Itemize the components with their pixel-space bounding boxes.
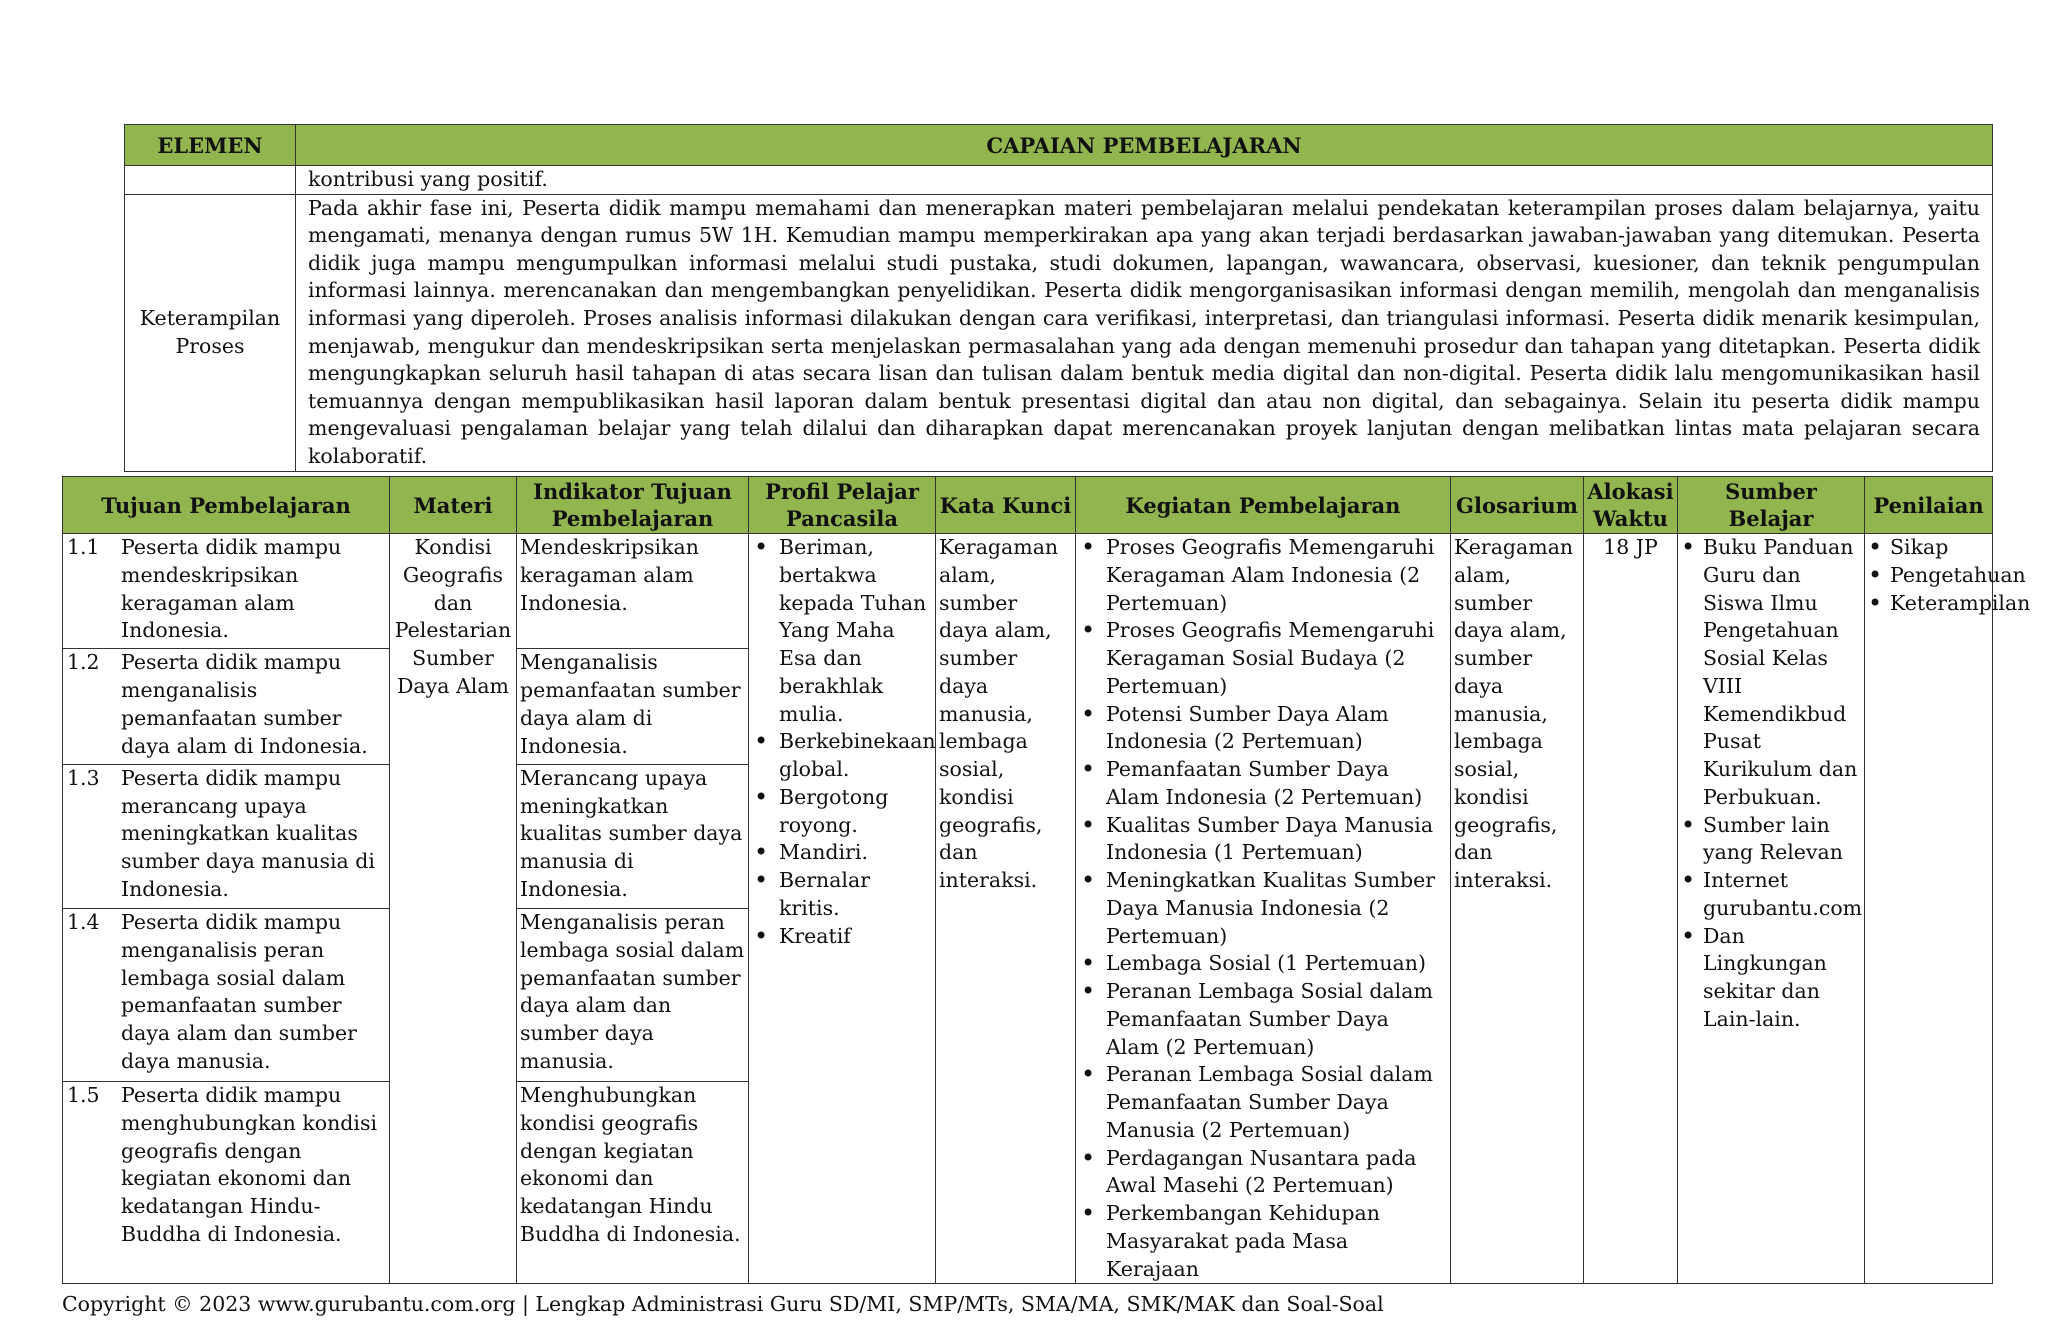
materi-text: Kondisi Geografis dan Pelestarian Sumber Daya Alam	[394, 535, 512, 698]
kegiatan-item: • Kualitas Sumber Daya Manusia Indonesia (1 Pertemuan)	[1079, 812, 1447, 868]
kegiatan-item: • Proses Geografis Memengaruhi Keragaman Alam Indonesia (2 Pertemuan)	[1079, 534, 1447, 617]
kata-kunci-text: Keragaman alam, sumber daya alam, sumber daya manusia, lembaga sosial, kondisi geografis, dan interaksi.	[939, 535, 1059, 892]
profil-item: • Beriman, bertakwa kepada Tuhan Yang Maha Esa dan berakhlak mulia.	[752, 534, 932, 728]
tujuan-row	[63, 1082, 390, 1284]
tujuan-row	[63, 534, 390, 649]
glosarium-cell	[1451, 534, 1584, 1284]
kata-kunci-cell	[936, 534, 1076, 1284]
sumber-item: • Sumber lain yang Relevan	[1681, 812, 1861, 868]
profil-item: • Mandiri.	[752, 839, 932, 867]
elemen-header: ELEMEN	[125, 125, 296, 166]
kegiatan-item: • Proses Geografis Memengaruhi Keragaman Sosial Budaya (2 Pertemuan)	[1079, 617, 1447, 700]
footer-copyright: Copyright © 2023 www.gurubantu.com.org | Lengkap Administrasi Guru SD/MI, SMP/MTs, SMA/MA, SMK/MAK dan Soal-Soal	[62, 1292, 1384, 1316]
indikator-row	[517, 649, 749, 764]
capaian-header: CAPAIAN PEMBELAJARAN	[296, 125, 1993, 166]
indikator-text: Menganalisis pemanfaatan sumber daya alam di Indonesia.	[520, 650, 741, 758]
capaian-keterampilan-proses: Pada akhir fase ini, Peserta didik mampu memahami dan menerapkan materi pembelajaran melalui pendekatan keterampilan proses dalam belajarnya, yaitu mengamati, menanya dengan rumus 5W 1H. Kemudian mampu memperkirakan apa yang akan terjadi berdasarkan jawaban-jawaban yang ditemukan. Peserta didik juga mampu mengumpulkan informasi melalui studi pustaka, studi dokumen, lapangan, wawancara, observasi, kuesioner, dan teknik pengumpulan informasi lainnya. merencanakan dan mengembangkan penyelidikan. Peserta didik mengorganisasikan informasi dengan memilih, mengolah dan menganalisis informasi yang diperoleh. Proses analisis informasi dilakukan dengan cara verifikasi, interpretasi, dan triangulasi informasi. Peserta didik menarik kesimpulan, menjawab, mengukur dan mendeskripsikan serta menjelaskan permasalahan yang ada dengan memenuhi prosedur dan tahapan yang ditetapkan. Peserta didik mengungkapkan seluruh hasil tahapan di atas secara lisan dan tulisan dalam bentuk media digital dan non-digital. Peserta didik lalu mengomunikasikan hasil temuannya dengan mempublikasikan hasil laporan dalam bentuk presentasi digital dan atau non digital, dan sebagainya. Selain itu peserta didik mampu mengevaluasi pengalaman belajar yang telah dilalui dan diharapkan dapat merencanakan proyek lanjutan dengan melibatkan lintas mata pelajaran secara kolaboratif.	[296, 194, 1993, 471]
kegiatan-item: • Perdagangan Nusantara pada Awal Masehi (2 Pertemuan)	[1079, 1145, 1447, 1201]
alokasi-header: Alokasi Waktu	[1584, 477, 1678, 534]
penilaian-header: Penilaian	[1865, 477, 1993, 534]
indikator-text: Menghubungkan kondisi geografis dengan kegiatan ekonomi dan kedatangan Hindu Buddha di Indonesia.	[520, 1083, 741, 1246]
kegiatan-item: • Meningkatkan Kualitas Sumber Daya Manusia Indonesia (2 Pertemuan)	[1079, 867, 1447, 950]
alokasi-text: 18 JP	[1603, 535, 1658, 559]
indikator-row	[517, 534, 749, 649]
sumber-item: • Dan Lingkungan sekitar dan Lain-lain.	[1681, 923, 1861, 1034]
kegiatan-cell	[1076, 534, 1451, 1284]
tujuan-header: Tujuan Pembelajaran	[63, 477, 390, 534]
penilaian-item: • Sikap	[1868, 534, 1989, 562]
indikator-row	[517, 1082, 749, 1284]
sumber-header: Sumber Belajar	[1678, 477, 1865, 534]
glosarium-header: Glosarium	[1451, 477, 1584, 534]
profil-cell	[749, 534, 936, 1284]
kegiatan-item: • Peranan Lembaga Sosial dalam Pemanfaatan Sumber Daya Alam (2 Pertemuan)	[1079, 978, 1447, 1061]
indikator-text: Merancang upaya meningkatkan kualitas sumber daya manusia di Indonesia.	[520, 765, 743, 901]
sumber-item: • Buku Panduan Guru dan Siswa Ilmu Pengetahuan Sosial Kelas VIII Kemendikbud Pusat Kurikulum dan Perbukuan.	[1681, 534, 1861, 812]
profil-item: • Berkebinekaan global.	[752, 728, 932, 784]
glosarium-text: Keragaman alam, sumber daya alam, sumber daya manusia, lembaga sosial, kondisi geografis, dan interaksi.	[1454, 535, 1574, 892]
tujuan-number: 1.1	[67, 535, 100, 559]
penilaian-item: • Pengetahuan	[1868, 562, 1989, 590]
kegiatan-item: • Pemanfaatan Sumber Daya Alam Indonesia (2 Pertemuan)	[1079, 756, 1447, 812]
kegiatan-header: Kegiatan Pembelajaran	[1076, 477, 1451, 534]
kegiatan-item: • Perkembangan Kehidupan Masyarakat pada Masa Kerajaan	[1079, 1200, 1447, 1283]
rencana-pembelajaran-table	[62, 476, 2031, 1284]
profil-item: • Bernalar kritis.	[752, 867, 932, 923]
indikator-text: Mendeskripsikan keragaman alam Indonesia.	[520, 535, 699, 615]
tujuan-text: Peserta didik mampu menganalisis pemanfaatan sumber daya alam di Indonesia.	[121, 650, 368, 758]
tujuan-row	[63, 649, 390, 764]
kegiatan-item: • Potensi Sumber Daya Alam Indonesia (2 Pertemuan)	[1079, 701, 1447, 757]
kata-kunci-header: Kata Kunci	[936, 477, 1076, 534]
tujuan-number: 1.2	[67, 650, 100, 675]
capaian-continuation: kontribusi yang positif.	[296, 166, 1993, 195]
elemen-keterampilan-proses: Keterampilan Proses	[125, 194, 296, 471]
alokasi-cell	[1584, 534, 1678, 1284]
tujuan-number: 1.4	[67, 910, 100, 935]
penilaian-item: • Keterampilan	[1868, 590, 1989, 618]
capaian-pembelajaran-table	[124, 124, 1993, 472]
tujuan-text: Peserta didik mampu menghubungkan kondisi geografis dengan kegiatan ekonomi dan kedatangan Hindu-Buddha di Indonesia.	[121, 1083, 378, 1246]
tujuan-number: 1.5	[67, 1083, 100, 1108]
indikator-header: Indikator Tujuan Pembelajaran	[517, 477, 749, 534]
indikator-text: Menganalisis peran lembaga sosial dalam pemanfaatan sumber daya alam dan sumber daya manusia.	[520, 910, 745, 1073]
tujuan-text: Peserta didik mampu merancang upaya meningkatkan kualitas sumber daya manusia di Indonesia.	[121, 765, 375, 901]
sumber-cell	[1678, 534, 1865, 1284]
profil-header: Profil Pelajar Pancasila	[749, 477, 936, 534]
elemen-cell-empty	[125, 166, 296, 195]
profil-item: • Bergotong royong.	[752, 784, 932, 840]
tujuan-row	[63, 909, 390, 1082]
kegiatan-item: • Peranan Lembaga Sosial dalam Pemanfaatan Sumber Daya Manusia (2 Pertemuan)	[1079, 1061, 1447, 1144]
tujuan-row	[63, 764, 390, 908]
tujuan-number: 1.3	[67, 765, 100, 790]
tujuan-text: Peserta didik mampu menganalisis peran lembaga sosial dalam pemanfaatan sumber daya alam dan sumber daya manusia.	[121, 910, 357, 1073]
materi-header: Materi	[390, 477, 517, 534]
materi-cell	[390, 534, 517, 1284]
sumber-item: • Internet gurubantu.com	[1681, 867, 1861, 923]
profil-item: • Kreatif	[752, 923, 932, 951]
penilaian-cell	[1865, 534, 2031, 1284]
indikator-row	[517, 909, 749, 1082]
tujuan-text: Peserta didik mampu mendeskripsikan keragaman alam Indonesia.	[121, 535, 342, 643]
indikator-row	[517, 764, 749, 908]
kegiatan-item: • Lembaga Sosial (1 Pertemuan)	[1079, 950, 1447, 978]
